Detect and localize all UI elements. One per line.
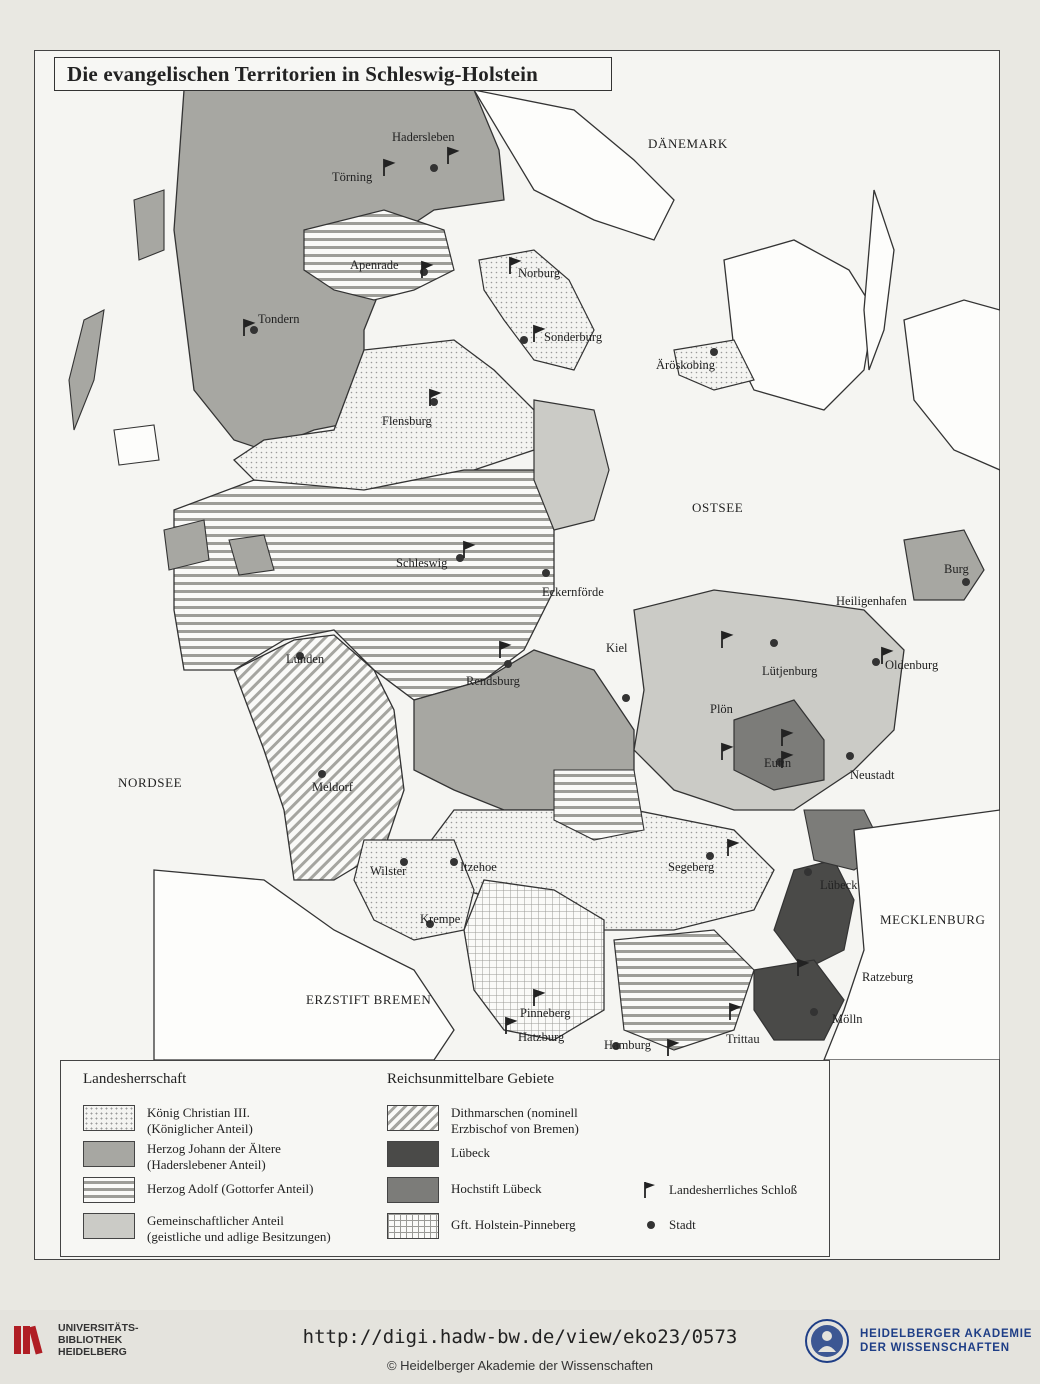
island-roemoe	[134, 190, 164, 260]
city-dot-icon	[962, 578, 970, 586]
city-dot-icon	[804, 868, 812, 876]
place-ploen: Plön	[710, 702, 733, 716]
legend-label-dithmarschen: Dithmarschen (nominell Erzbischof von Bremen)	[451, 1105, 579, 1136]
region-luebeck	[774, 860, 854, 970]
city-dot-icon	[846, 752, 854, 760]
sea-label-nordsee: NORDSEE	[118, 775, 183, 790]
place-sonderburg: Sonderburg	[544, 330, 603, 344]
akademie-logo[interactable]	[804, 1318, 1032, 1364]
legend-item-adolf	[83, 1177, 313, 1203]
legend-heading-reichsunmittelbar: Reichsunmittelbare Gebiete	[387, 1071, 555, 1087]
place-oldenburg: Oldenburg	[885, 658, 939, 672]
legend-item-pinneberg	[387, 1213, 576, 1239]
place-ratzeburg: Ratzeburg	[862, 970, 914, 984]
city-dot-icon	[710, 348, 718, 356]
island-langeland	[864, 190, 894, 370]
city-dot-icon	[645, 1219, 657, 1231]
place-rendsburg: Rendsburg	[466, 674, 520, 688]
legend-label-adolf: Herzog Adolf (Gottorfer Anteil)	[147, 1181, 314, 1196]
place-aeroeskoebing: Äröskobing	[656, 358, 716, 372]
city-dot-icon	[504, 660, 512, 668]
akademie-seal-icon	[804, 1318, 850, 1364]
place-krempe: Krempe	[420, 912, 461, 926]
place-neustadt: Neustadt	[850, 768, 895, 782]
legend-label-koenig: König Christian III. (Königlicher Anteil)	[147, 1105, 253, 1136]
place-itzehoe: Itzehoe	[460, 860, 497, 874]
city-dot-icon	[622, 694, 630, 702]
place-meldorf: Meldorf	[312, 780, 353, 794]
place-norburg: Norburg	[518, 266, 561, 280]
city-dot-icon	[318, 770, 326, 778]
swatch-diagonal-stripes	[387, 1105, 439, 1131]
legend-item-hochstift	[387, 1177, 542, 1203]
place-tondern: Tondern	[258, 312, 300, 326]
island-foehr	[114, 425, 159, 465]
place-kiel: Kiel	[606, 641, 628, 655]
swatch-dark	[387, 1141, 439, 1167]
legend-item-stadt	[645, 1217, 696, 1233]
legend-item-koenig	[83, 1105, 253, 1137]
city-dot-icon	[450, 858, 458, 866]
island-fuenen	[724, 240, 874, 410]
legend-label-schloss: Landesherrliches Schloß	[669, 1182, 798, 1197]
place-schleswig: Schleswig	[396, 556, 448, 570]
swatch-light-grey	[83, 1213, 135, 1239]
place-hatzburg: Hatzburg	[518, 1030, 565, 1044]
legend-label-luebeck: Lübeck	[451, 1145, 490, 1160]
place-luetjenburg: Lütjenburg	[762, 664, 818, 678]
region-luebeck-moelln	[754, 960, 844, 1040]
place-hadersleben: Hadersleben	[392, 130, 455, 144]
place-lunden: Lunden	[286, 652, 325, 666]
sea-label-daenemark: DÄNEMARK	[648, 136, 728, 151]
uni-library-name: UNIVERSITÄTS- BIBLIOTHEK HEIDELBERG	[58, 1322, 139, 1358]
place-toerning: Törning	[332, 170, 373, 184]
place-heiligenhafen: Heiligenhafen	[836, 594, 907, 608]
place-apenrade: Apenrade	[350, 258, 399, 272]
place-eutin: Eutin	[764, 756, 792, 770]
city-dot-icon	[520, 336, 528, 344]
region-label-mecklenburg: MECKLENBURG	[880, 912, 986, 927]
place-moelln: Mölln	[832, 1012, 863, 1026]
sea-label-ostsee: OSTSEE	[692, 500, 744, 515]
place-wilster: Wilster	[370, 864, 407, 878]
place-trittau: Trittau	[726, 1032, 760, 1046]
swatch-dotted	[83, 1105, 135, 1131]
swatch-horizontal-stripes	[83, 1177, 135, 1203]
city-dot-icon	[430, 164, 438, 172]
place-hamburg: Hamburg	[604, 1038, 651, 1052]
legend-label-stadt: Stadt	[669, 1217, 696, 1232]
akademie-name: HEIDELBERGER AKADEMIE DER WISSENSCHAFTEN	[860, 1328, 1033, 1354]
place-pinneberg: Pinneberg	[520, 1006, 571, 1020]
island-lolland	[904, 300, 1000, 470]
place-burg: Burg	[944, 562, 969, 576]
city-dot-icon	[706, 852, 714, 860]
place-eckernfoerde: Eckernförde	[542, 585, 604, 599]
legend-item-dithmarschen	[387, 1105, 579, 1137]
legend-label-johann: Herzog Johann der Ältere (Haderslebener Anteil)	[147, 1141, 281, 1172]
swatch-mid-grey	[83, 1141, 135, 1167]
legend-label-hochstift: Hochstift Lübeck	[451, 1181, 542, 1196]
place-flensburg: Flensburg	[382, 414, 432, 428]
swatch-dark-grey	[387, 1177, 439, 1203]
map-title: Die evangelischen Territorien in Schleswig-Holstein	[54, 57, 612, 91]
legend-item-luebeck	[387, 1141, 490, 1167]
legend-item-schloss	[643, 1181, 797, 1199]
swatch-grid	[387, 1213, 439, 1239]
legend-heading-landesherrschaft: Landesherrschaft	[83, 1071, 187, 1087]
territory-map	[34, 50, 1000, 1060]
city-dot-icon	[430, 398, 438, 406]
island-sylt	[69, 310, 104, 430]
copyright-notice: © Heidelberger Akademie der Wissenschaften	[386, 1358, 654, 1373]
document-url[interactable]: http://digi.hadw-bw.de/view/eko23/0573	[302, 1326, 738, 1348]
city-dot-icon	[542, 569, 550, 577]
city-dot-icon	[770, 639, 778, 647]
city-dot-icon	[456, 554, 464, 562]
city-dot-icon	[810, 1008, 818, 1016]
region-label-bremen: ERZSTIFT BREMEN	[306, 992, 432, 1007]
city-dot-icon	[872, 658, 880, 666]
place-segeberg: Segeberg	[668, 860, 715, 874]
city-dot-icon	[250, 326, 258, 334]
legend-item-gemein	[83, 1213, 331, 1245]
place-luebeck: Lübeck	[820, 878, 858, 892]
legend-label-pinneberg: Gft. Holstein-Pinneberg	[451, 1217, 576, 1232]
map-legend	[60, 1060, 830, 1257]
castle-flag-icon	[643, 1181, 657, 1199]
legend-item-johann	[83, 1141, 281, 1173]
legend-label-gemein: Gemeinschaftlicher Anteil (geistliche und adlige Besitzungen)	[147, 1213, 331, 1244]
mainland-jutland-east	[474, 90, 674, 240]
